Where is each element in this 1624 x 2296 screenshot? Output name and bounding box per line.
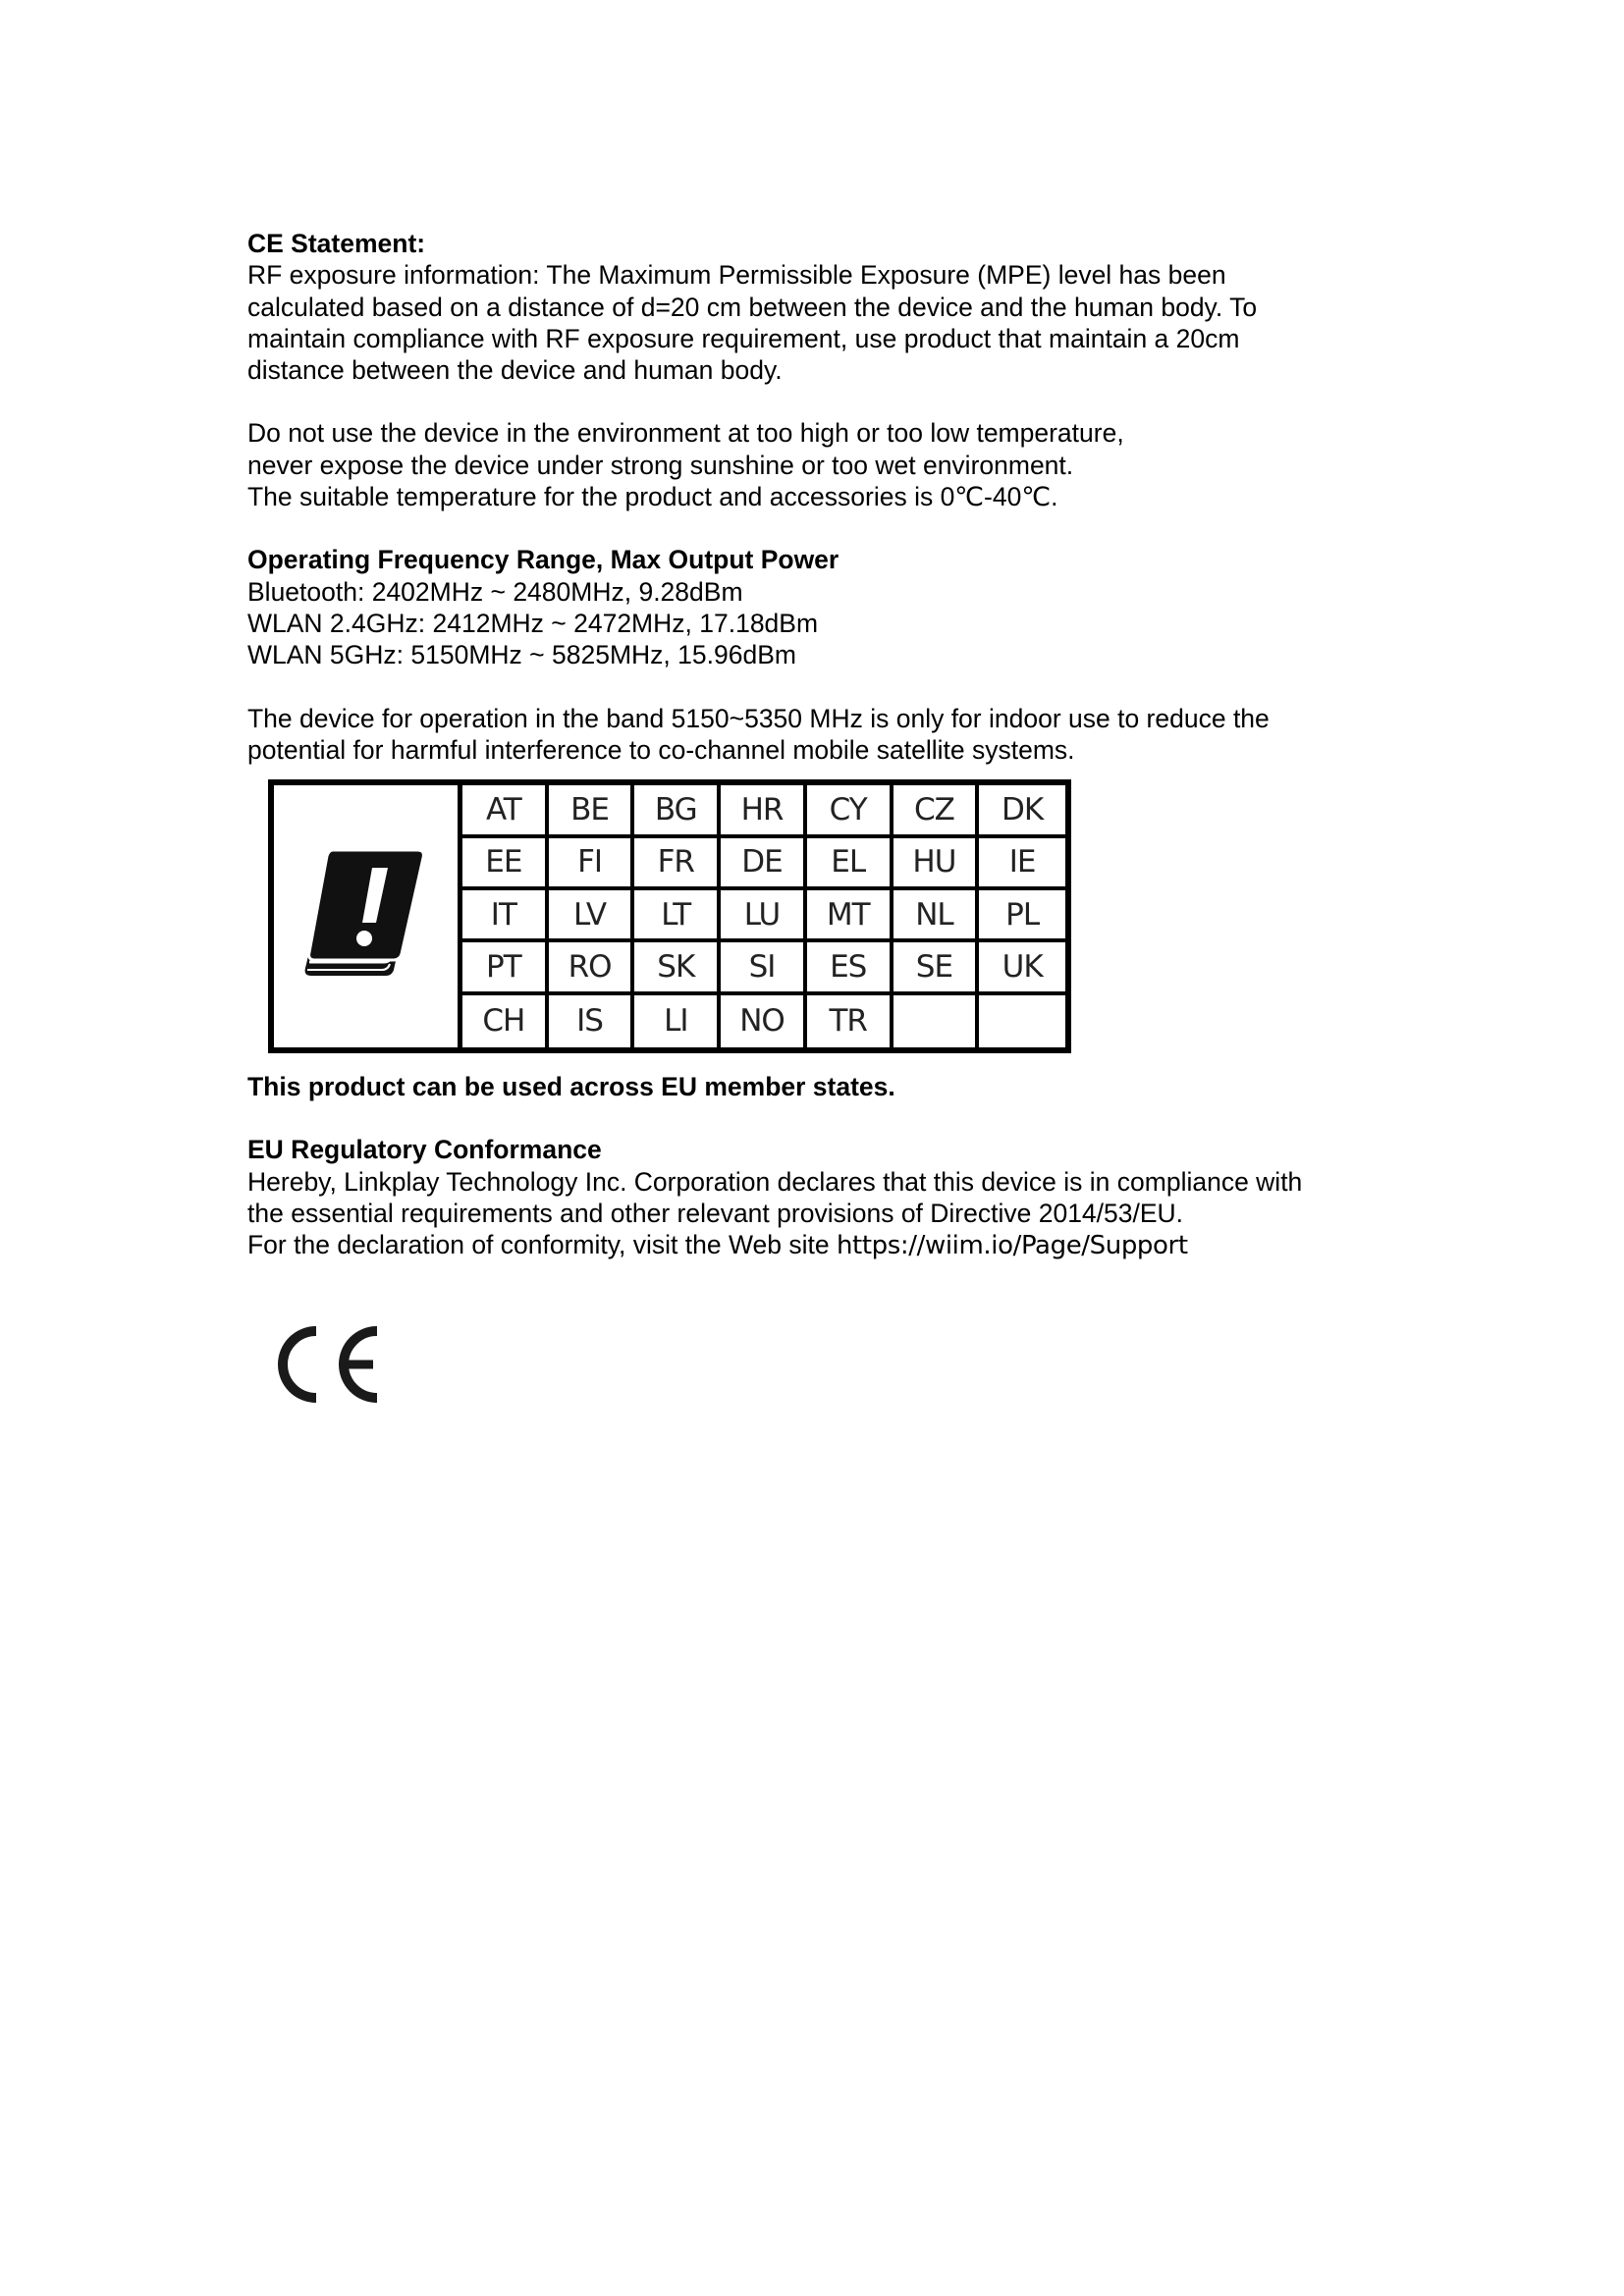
country-code-fr: FR (634, 838, 721, 890)
temperature-line: never expose the device under strong sunshine or too wet environment. (247, 450, 1074, 480)
country-code-sk: SK (634, 942, 721, 994)
ce-statement-heading: CE Statement: (247, 229, 426, 258)
country-code-be: BE (549, 785, 635, 837)
conformance-heading: EU Regulatory Conformance (247, 1135, 602, 1165)
ce-statement-line: distance between the device and human body. (247, 355, 783, 386)
country-code-dk: DK (979, 785, 1065, 837)
conformance-prefix: For the declaration of conformity, visit the Web site (247, 1230, 837, 1260)
temperature-section (247, 417, 1386, 512)
country-code-no: NO (721, 995, 807, 1047)
document-page (247, 228, 1386, 1262)
eu-usage-section (247, 1071, 1386, 1102)
country-code-li: LI (634, 995, 721, 1047)
country-code-hu: HU (893, 838, 980, 890)
indoor-use-section (247, 703, 1386, 767)
country-code-cy: CY (807, 785, 893, 837)
temperature-line: Do not use the device in the environment at too high or too low temperature, (247, 418, 1124, 449)
conformance-line: the essential requirements and other relevant provisions of Directive 2014/53/EU. (247, 1199, 1184, 1229)
ce-statement-line: calculated based on a distance of d=20 cm between the device and the human body. To (247, 292, 1258, 322)
country-code-cz: CZ (893, 785, 980, 837)
ce-statement-line: RF exposure information: The Maximum Permissible Exposure (MPE) level has been (247, 260, 1226, 291)
warning-cell (274, 785, 462, 1047)
country-code-se: SE (893, 942, 980, 994)
country-code-es: ES (807, 942, 893, 994)
country-code-uk: UK (979, 942, 1065, 994)
warning-book-icon (298, 844, 435, 991)
support-url-link[interactable]: https://wiim.io/Page/Support (836, 1231, 1188, 1261)
indoor-line: potential for harmful interference to co-channel mobile satellite systems. (247, 734, 1075, 765)
frequency-heading: Operating Frequency Range, Max Output Power (247, 545, 839, 575)
ce-mark-icon (267, 1321, 385, 1408)
country-code-mt: MT (807, 890, 893, 942)
ce-statement-section (247, 228, 1386, 386)
country-grid (462, 785, 1065, 1047)
temperature-line: The suitable temperature for the product and accessories is 0℃-40℃. (247, 482, 1058, 512)
country-code-ee: EE (462, 838, 549, 890)
frequency-section (247, 544, 1386, 670)
country-code-pl: PL (979, 890, 1065, 942)
conformance-section (247, 1134, 1386, 1261)
ce-statement-line: maintain compliance with RF exposure requirement, use product that maintain a 20cm (247, 323, 1240, 353)
country-code-de: DE (721, 838, 807, 890)
frequency-line: WLAN 5GHz: 5150MHz ~ 5825MHz, 15.96dBm (247, 640, 796, 670)
country-code-lu: LU (721, 890, 807, 942)
country-code-ch: CH (462, 995, 549, 1047)
country-code-at: AT (462, 785, 549, 837)
country-code-ie: IE (979, 838, 1065, 890)
indoor-line: The device for operation in the band 5150~5350 MHz is only for indoor use to reduce the (247, 703, 1270, 733)
country-code-ro: RO (549, 942, 635, 994)
country-code-lv: LV (549, 890, 635, 942)
country-code-tr: TR (807, 995, 893, 1047)
frequency-line: Bluetooth: 2402MHz ~ 2480MHz, 9.28dBm (247, 576, 743, 607)
eu-usage-statement: This product can be used across EU member states. (247, 1072, 895, 1102)
country-cell-empty (893, 995, 980, 1047)
country-cell-empty (979, 995, 1065, 1047)
country-code-lt: LT (634, 890, 721, 942)
conformance-line: Hereby, Linkplay Technology Inc. Corporation declares that this device is in compliance with (247, 1166, 1303, 1197)
country-restriction-table (268, 779, 1071, 1053)
country-code-is: IS (549, 995, 635, 1047)
country-code-hr: HR (721, 785, 807, 837)
country-code-it: IT (462, 890, 549, 942)
country-code-fi: FI (549, 838, 635, 890)
country-code-bg: BG (634, 785, 721, 837)
conformance-line (247, 1229, 1386, 1261)
country-code-si: SI (721, 942, 807, 994)
country-code-pt: PT (462, 942, 549, 994)
country-code-nl: NL (893, 890, 980, 942)
frequency-line: WLAN 2.4GHz: 2412MHz ~ 2472MHz, 17.18dBm (247, 608, 819, 638)
country-code-el: EL (807, 838, 893, 890)
